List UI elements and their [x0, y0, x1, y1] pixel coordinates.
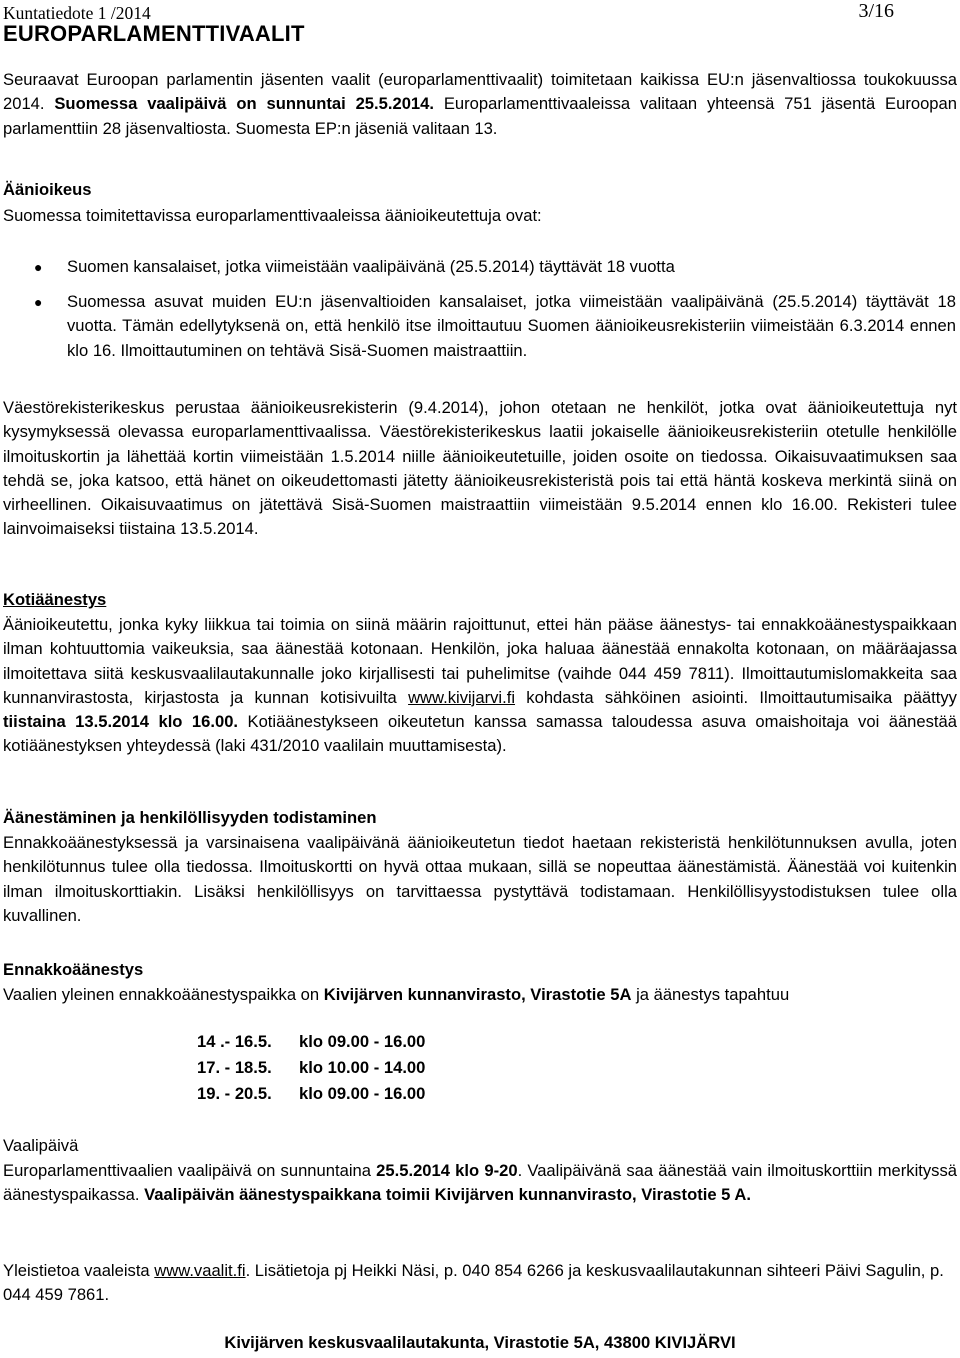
intro-text-3: Europarlamenttivaaleissa valitaan yhteensä 751 jäsentä Euroopan parlamenttiin 28 jäsenvaltiosta. Suomesta EP:n jäseniä valitaan 13. [3, 94, 957, 138]
election-day-date: 25.5.2014 klo 9-20 [376, 1161, 518, 1180]
page-title: EUROPARLAMENTTIVAALIT [3, 21, 305, 46]
advance-voting-paragraph [3, 983, 943, 1007]
home-voting-text-2: kohdasta sähköinen asiointi. Ilmoittautumisaika päättyy [515, 687, 957, 707]
schedule-hours: klo 09.00 - 16.00 [299, 1084, 426, 1103]
info-text-1: Yleistietoa vaaleista [3, 1261, 155, 1280]
info-text-2: . Lisätietoja pj Heikki Näsi, p. 040 854 6266 ja keskusvaalilautakunnan sihteeri Päivi Sagulin, p. 044 459 7861. [3, 1261, 944, 1305]
registry-paragraph: Väestörekisterikeskus perustaa äänioikeusrekisterin (9.4.2014), johon otetaan ne henkilöt, jotka ovat äänioikeutettuja nyt kysymyksessä olevassa europarlamenttivaalissa. Väestörekisterikeskus laatii jokaiselle äänioikeusrekisteriin otetulle henkilölle ilmoituskortin ja lähettää kortin viimeistään 1.5.2014 niille äänioikeutetuille, joiden osoite on tiedossa. Oikaisuvaatimuksen saa tehdä se, joka katsoo, että hänet on oikeudettomasti jätetty äänioikeusrekisteristä pois tai että häntä koskeva merkintä siinä on virheellinen. Oikaisuvaatimus on jätettävä Sisä-Suomen maistraattiin viimeistään 9.5.2014 ennen klo 16.00. Rekisteri tulee lainvoimaiseksi tiistaina 13.5.2014. [3, 398, 957, 539]
info-paragraph [3, 1259, 957, 1308]
schedule-row [197, 1081, 425, 1107]
advance-voting-place: Kivijärven kunnanvirasto, Virastotie 5A [323, 985, 632, 1004]
schedule-hours: klo 09.00 - 16.00 [299, 1032, 426, 1051]
bullet-text: Suomessa asuvat muiden EU:n jäsenvaltioiden kansalaiset, jotka viimeistään vaalipäivänä (25.5.2014) täyttävät 18 vuotta. Tämän edellytyksenä on, että henkilö itse ilmoittautuu Suomen äänioikeusrekisteriin viimeistään 6.3.2014 ennen klo 16. Ilmoittautuminen on tehtävä Sisä-Suomen maistraattiin. [67, 292, 956, 360]
schedule-dates: 14 .- 16.5. [197, 1032, 272, 1051]
election-day-heading: Vaalipäivä [3, 1136, 79, 1155]
intro-text-1: Seuraavat Euroopan parlamentin jäsenten vaalit (europarlamenttivaalit) toimitetaan kaikissa EU:n jäsenvaltiossa toukokuussa 2014. [3, 70, 957, 114]
schedule-row [197, 1055, 425, 1081]
election-day-place: Vaalipäivän äänestyspaikkana toimii Kivijärven kunnanvirasto, Virastotie 5 A. [144, 1185, 751, 1205]
bullet-icon: ● [34, 259, 43, 275]
schedule-row [197, 1029, 425, 1055]
vaalit-link[interactable]: www.vaalit.fi [154, 1261, 246, 1280]
kivijarvi-link[interactable]: www.kivijarvi.fi [408, 687, 516, 707]
intro-paragraph [3, 68, 957, 141]
identification-paragraph: Ennakkoäänestyksessä ja varsinaisena vaalipäivänä äänioikeutetun tiedot haetaan rekisteristä henkilötunnuksen avulla, joten henkilötunnus tulee olla tiedossa. Ilmoituskortti on hyvä ottaa mukaan, sillä se nopeuttaa äänestämistä. Äänestää voi kuitenkin ilman ilmoituskorttiakin. Lisäksi henkilöllisyys on tarvittaessa pystyttävä todistamaan. Henkilöllisyystodistuksen tulee olla kuvallinen. [3, 833, 957, 925]
advance-text-1: Vaalien yleinen ennakkoäänestyspaikka on [3, 985, 324, 1004]
voting-right-heading: Äänioikeus [3, 180, 92, 199]
bullet-icon: ● [34, 294, 43, 310]
identification-heading: Äänestäminen ja henkilöllisyyden todistaminen [3, 808, 377, 827]
schedule-dates: 17. - 18.5. [197, 1058, 272, 1077]
election-day-paragraph [3, 1159, 957, 1208]
intro-election-date: Suomessa vaalipäivä on sunnuntai 25.5.2014. [54, 94, 434, 114]
home-voting-heading: Kotiäänestys [3, 590, 107, 609]
advance-text-2: ja äänestys tapahtuu [631, 985, 790, 1004]
page-number: 3/16 [858, 0, 894, 22]
footer-address: Kivijärven keskusvaalilautakunta, Virastotie 5A, 43800 KIVIJÄRVI [224, 1333, 736, 1352]
election-day-text-1: Europarlamenttivaalien vaalipäivä on sunnuntaina [3, 1161, 377, 1180]
voting-right-lead: Suomessa toimitettavissa europarlamenttivaaleissa äänioikeutettuja ovat: [3, 206, 542, 225]
bullet-text: Suomen kansalaiset, jotka viimeistään vaalipäivänä (25.5.2014) täyttävät 18 vuotta [67, 257, 675, 276]
schedule-dates: 19. - 20.5. [197, 1084, 272, 1103]
election-day-text-2: . Vaalipäivänä saa äänestää vain ilmoituskorttiin merkityssä äänestyspaikassa. [3, 1161, 957, 1205]
home-voting-text-1: Äänioikeutettu, jonka kyky liikkua tai toimia on siinä määrin rajoittunut, ettei hän pääse äänestys- tai ennakkoäänestyspaikkaan ilman kohtuuttomia vaikeuksia, saa äänestää kotonaan. Henkilön, joka haluaa äänestää ennakolta kotonaan, on määräajassa ilmoitettava siitä keskusvaalilautakunnalle joko kirjallisesti tai puhelimitse (vaihde 044 459 7811). Ilmoittautumislomakkeita saa kunnanvirastosta, kirjastosta ja kunnan kotisivuilta [3, 615, 957, 707]
schedule-hours: klo 10.00 - 14.00 [299, 1058, 426, 1077]
bulletin-label: Kuntatiedote 1 /2014 [3, 3, 151, 23]
home-voting-paragraph [3, 613, 957, 759]
advance-voting-heading: Ennakkoäänestys [3, 960, 144, 979]
home-voting-deadline: tiistaina 13.5.2014 klo 16.00. [3, 712, 239, 732]
home-voting-text-3: Kotiäänestykseen oikeutetun kanssa samassa taloudessa asuva omaishoitaja voi äänestää kotiäänestyksen yhteydessä (laki 431/2010 vaalilain muuttamisesta). [3, 712, 958, 756]
